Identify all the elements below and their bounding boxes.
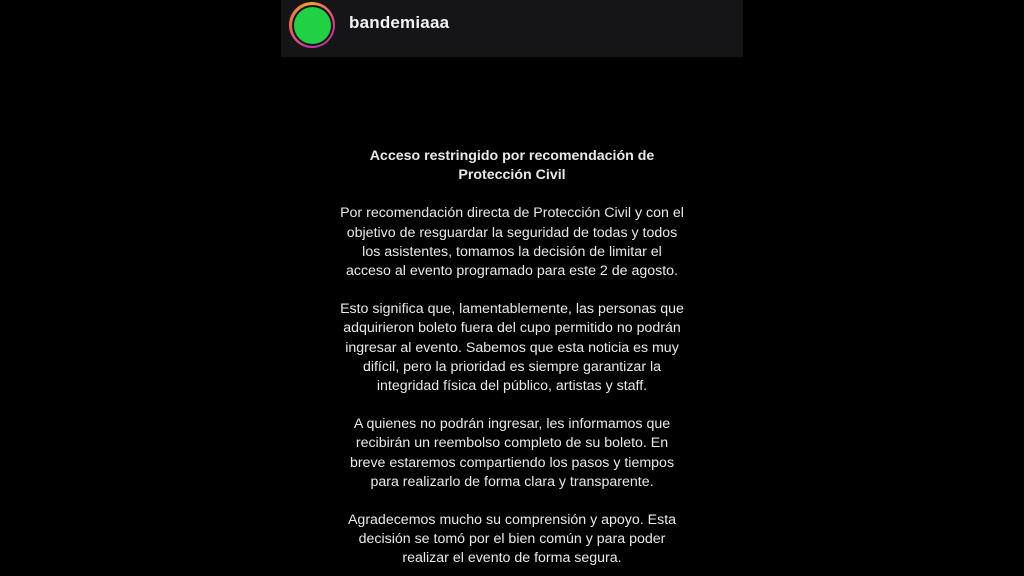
username[interactable]: bandemiaaa [349, 13, 450, 32]
story-viewer [281, 0, 743, 576]
notice-title: Acceso restringido por recomendación de Protección Civil [369, 148, 655, 184]
notice-text-block [281, 147, 743, 576]
avatar-story-ring[interactable] [289, 2, 335, 48]
notice-paragraph: A quienes no podrán ingresar, les informamos que recibirán un reembolso completo de su boleto. En breve estaremos compartiendo los pasos y tiempos para realizarlo de forma clara y transparente. [349, 416, 675, 490]
notice-paragraph: Por recomendación directa de Protección Civil y con el objetivo de resguardar la seguridad de todas y todos los asistentes, tomamos la decisión de limitar el acceso al evento programado para este 2 de agosto. [340, 205, 684, 280]
story-header [281, 0, 743, 57]
notice-paragraph: Esto significa que, lamentablemente, las personas que adquirieron boleto fuera del cupo permitido no podrán ingresar al evento. Sabemos que esta noticia es muy difícil, pero la prioridad es siempre garantizar la integridad física del público, artistas y staff. [340, 301, 684, 395]
avatar [294, 7, 331, 44]
avatar-border [292, 5, 333, 46]
notice-paragraph: Agradecemos mucho su comprensión y apoyo. Esta decisión se tomó por el bien común y para poder realizar el evento de forma segura. [347, 512, 677, 567]
